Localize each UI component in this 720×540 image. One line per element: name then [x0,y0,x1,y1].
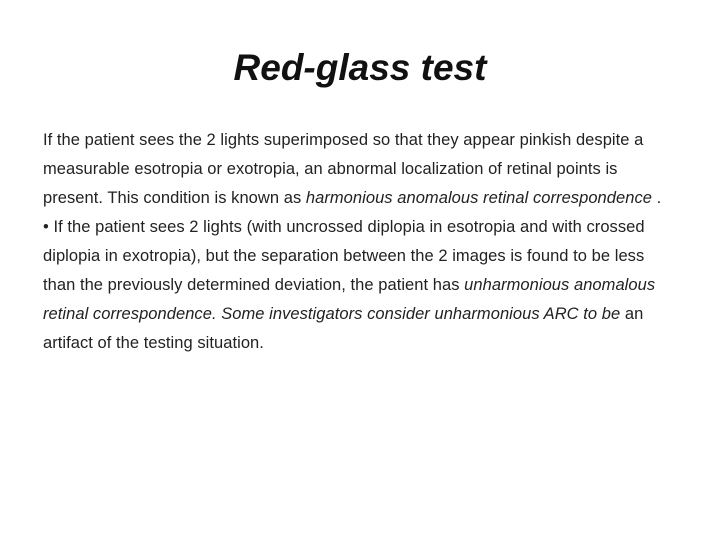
paragraph-2-text: If the patient sees 2 lights (with uncrossed diplopia in esotropia and with crossed diplopia in exotropia), but the separation between the 2 images is found to be less than the previously determined deviation, the patient has [43,218,645,294]
paragraph-1-italic-term: harmonious anomalous retinal correspondence [305,189,652,207]
paragraph-2-italic-term: unharmonious anomalous retinal correspondence. Some investigators consider unharmonious ARC to be [43,276,656,323]
paragraph-2-end: an artifact of the testing situation. [43,305,644,352]
paragraph-1-text: If the patient sees the 2 lights superimposed so that they appear pinkish despite a measurable esotropia or exotropia, an abnormal localization of retinal points is present. This condition is known as [43,131,644,207]
paragraph-1-end: . [652,189,662,207]
slide-title: Red-glass test [233,47,487,88]
paragraph-harmonious-arc [43,126,668,213]
bullet-icon: • [43,218,49,236]
paragraph-unharmonious-arc [43,213,668,358]
slide-body [43,126,668,358]
